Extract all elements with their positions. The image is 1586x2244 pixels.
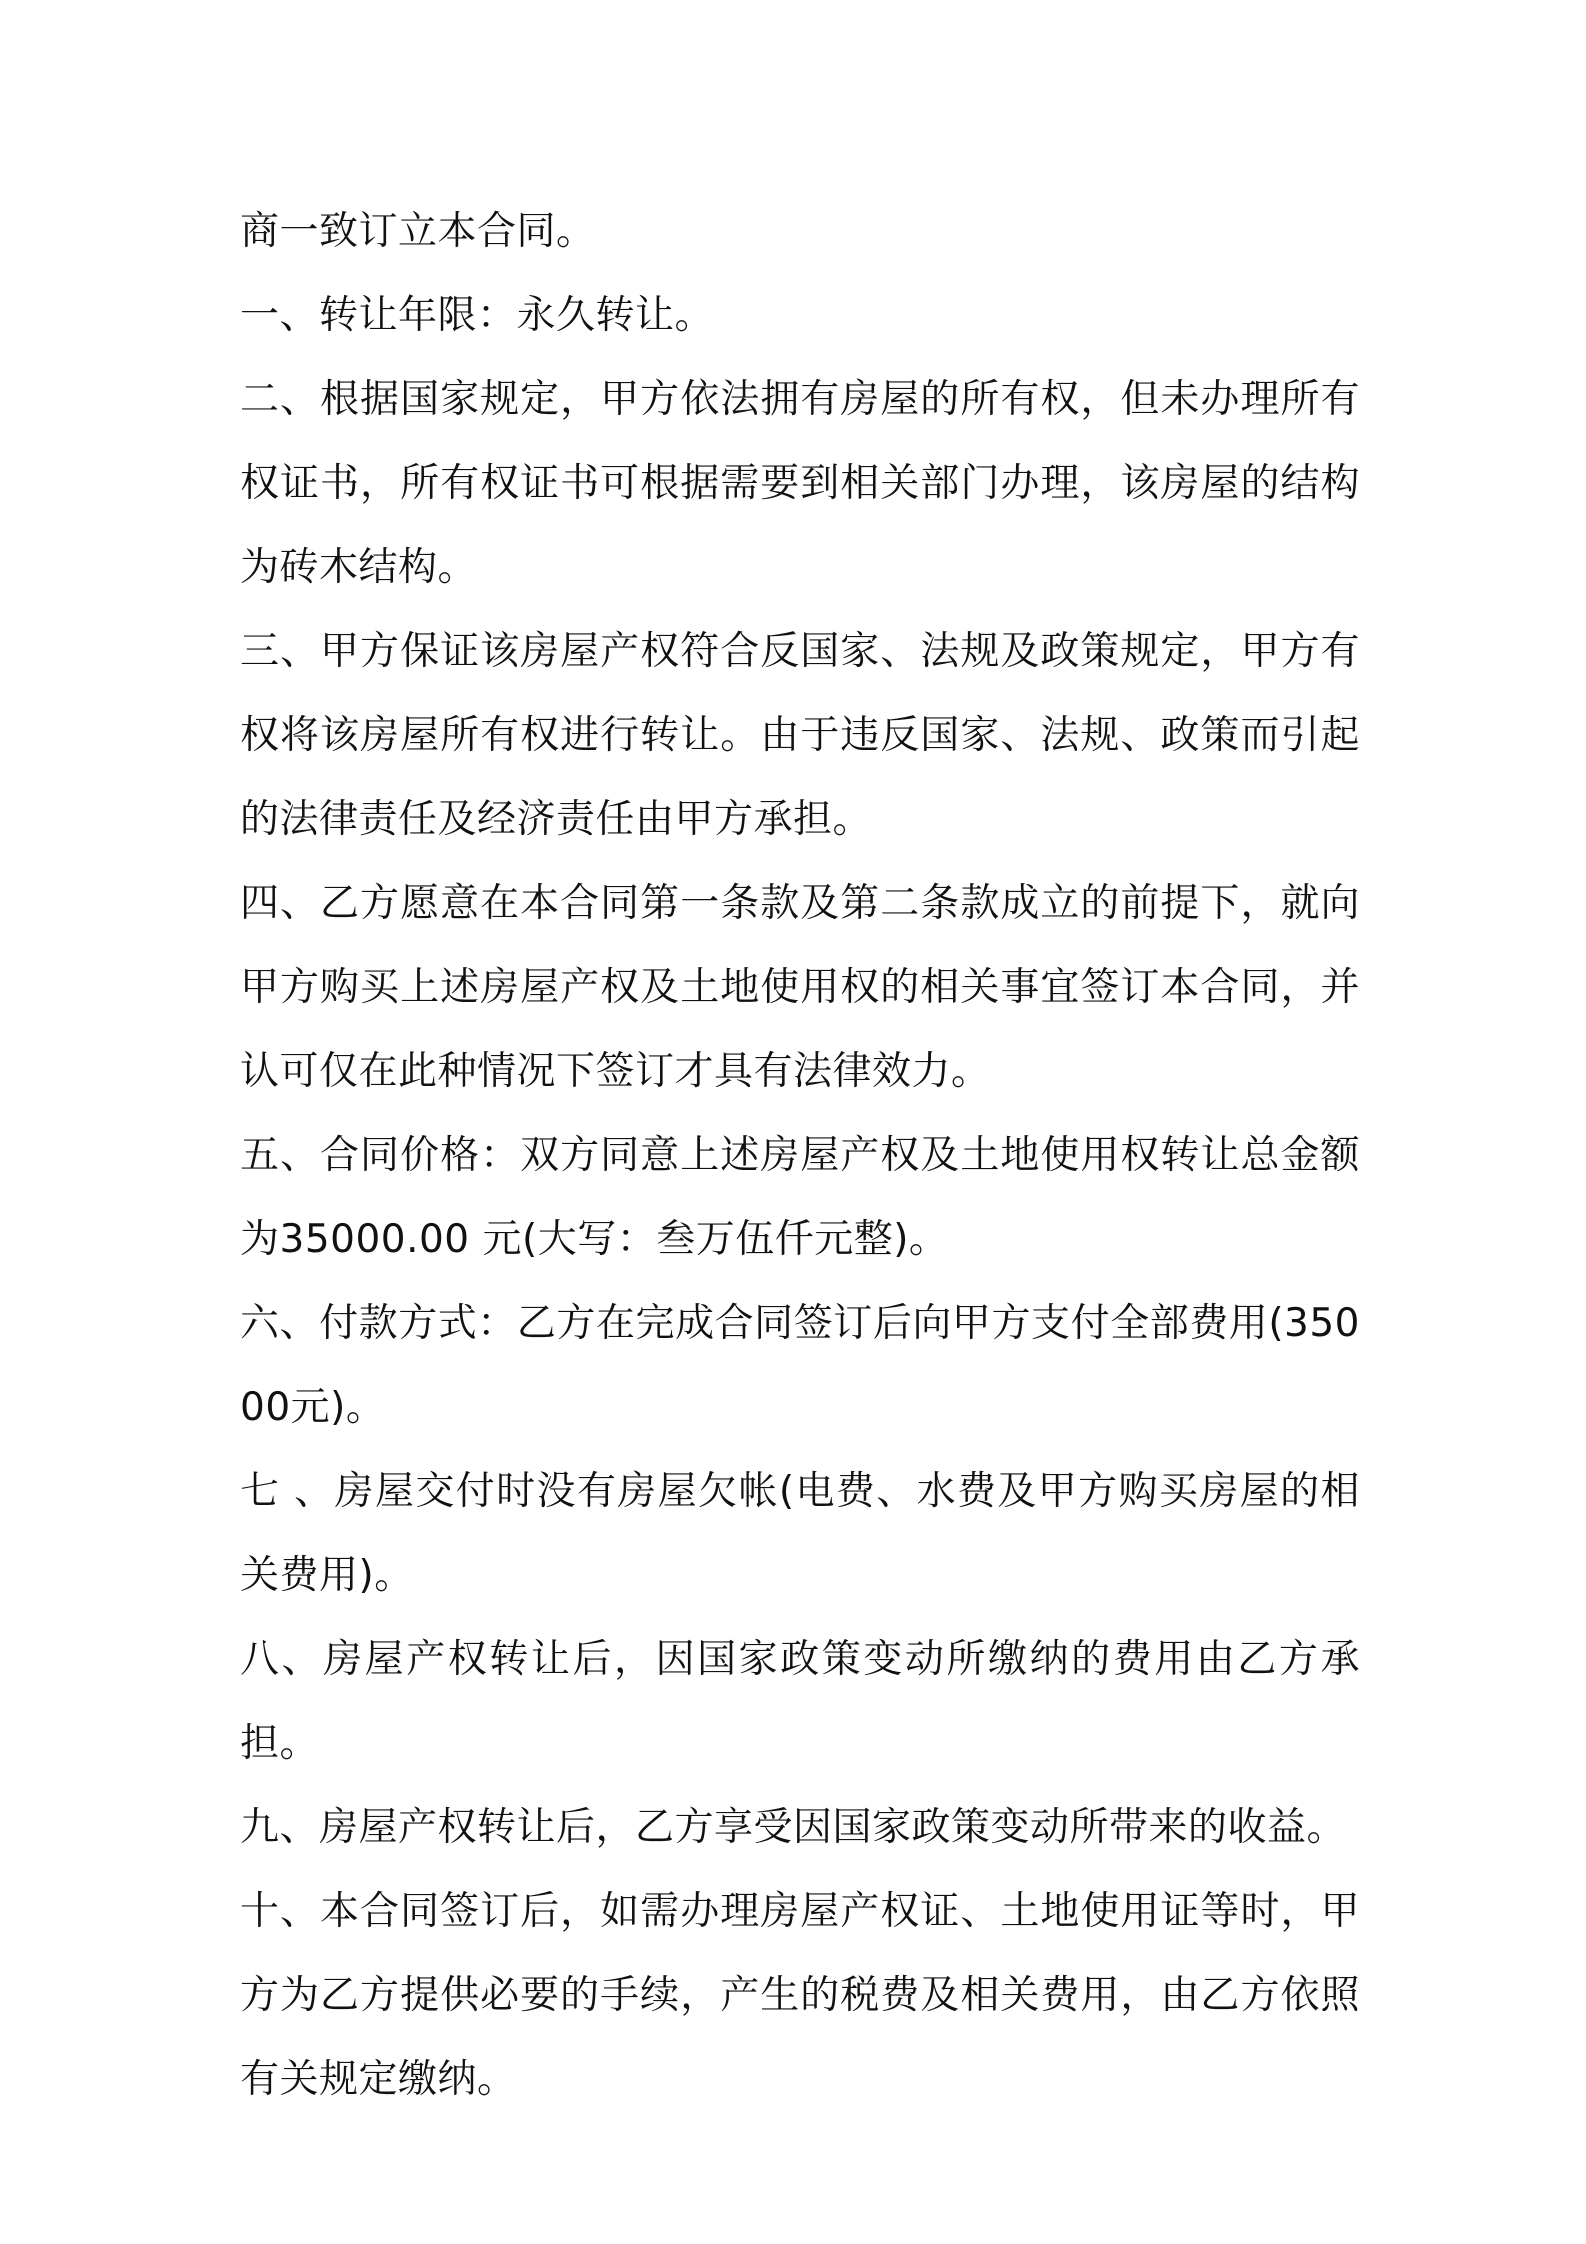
clause-2-ownership: 二、根据国家规定，甲方依法拥有房屋的所有权，但未办理所有权证书，所有权证书可根据需要到相关部门办理，该房屋的结构为砖木结构。 <box>240 377 1360 590</box>
clause-7-delivery: 七 、房屋交付时没有房屋欠帐(电费、水费及甲方购买房屋的相关费用)。 <box>240 1469 1360 1598</box>
clause-3-guarantee: 三、甲方保证该房屋产权符合反国家、法规及政策规定，甲方有权将该房屋所有权进行转让。由于违反国家、法规、政策而引起的法律责任及经济责任由甲方承担。 <box>240 629 1360 842</box>
clause-10-certificates: 十、本合同签订后，如需办理房屋产权证、土地使用证等时，甲方为乙方提供必要的手续，产生的税费及相关费用，由乙方依照有关规定缴纳。 <box>240 1889 1360 2102</box>
clause-8-fees: 八、房屋产权转让后，因国家政策变动所缴纳的费用由乙方承担。 <box>240 1637 1360 1766</box>
clause-5-price: 五、合同价格：双方同意上述房屋产权及土地使用权转让总金额为35000.00 元(大写：叁万伍仟元整)。 <box>240 1133 1360 1262</box>
clause-9-benefits: 九、房屋产权转让后，乙方享受因国家政策变动所带来的收益。 <box>240 1805 1347 1850</box>
clause-1-transfer-term: 一、转让年限：永久转让。 <box>240 293 715 338</box>
paragraph-preamble-end: 商一致订立本合同。 <box>240 209 596 254</box>
clause-6-payment: 六、付款方式：乙方在完成合同签订后向甲方支付全部费用(35000元)。 <box>240 1301 1360 1430</box>
clause-4-purchase-intent: 四、乙方愿意在本合同第一条款及第二条款成立的前提下，就向甲方购买上述房屋产权及土地使用权的相关事宜签订本合同，并认可仅在此种情况下签订才具有法律效力。 <box>240 881 1360 1094</box>
contract-body <box>240 190 1360 2122</box>
